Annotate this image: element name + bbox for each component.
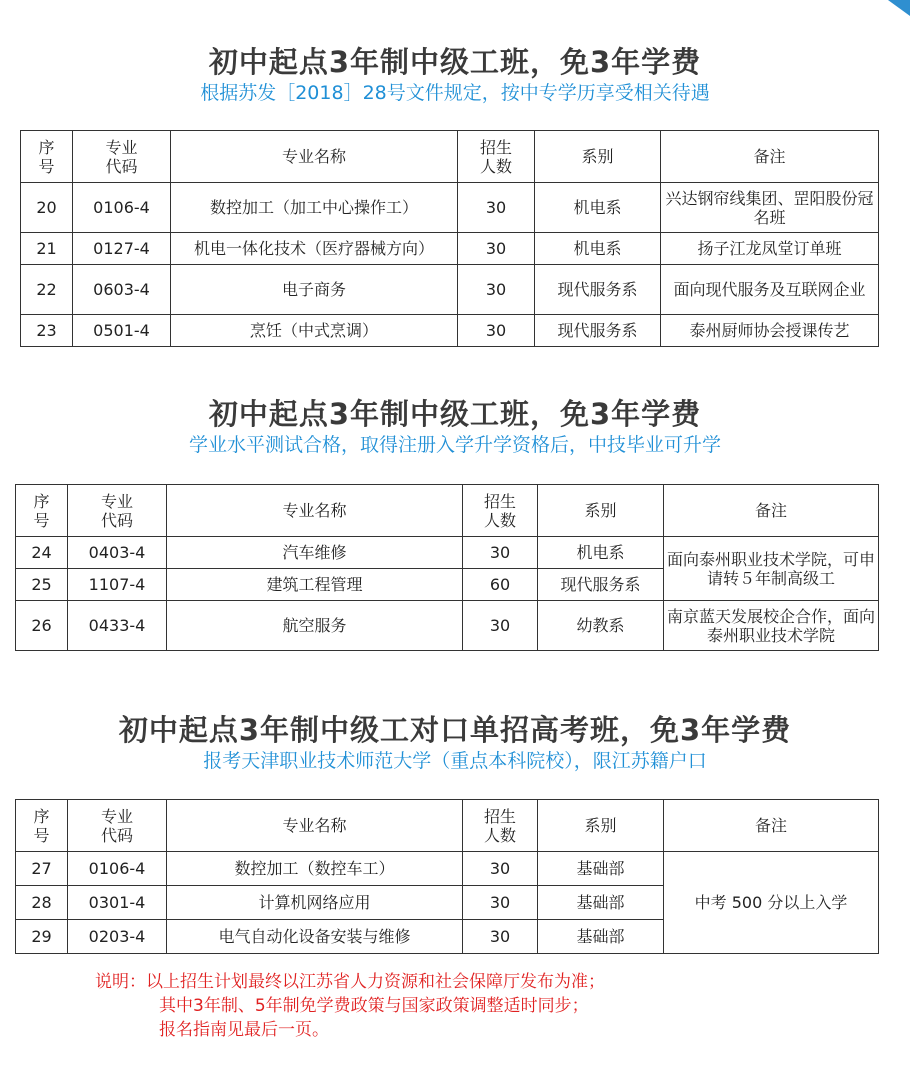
cell-no: 24	[16, 537, 68, 569]
col-header-name: 专业名称	[167, 800, 463, 852]
section-2-heading	[0, 396, 910, 458]
col-header-code: 专业 代码	[68, 800, 167, 852]
cell-dept: 基础部	[538, 852, 664, 886]
section-title: 初中起点3年制中级工班，免3年学费	[208, 397, 702, 431]
col-header-count: 招生 人数	[463, 485, 538, 537]
cell-code: 0403-4	[68, 537, 167, 569]
cell-count: 30	[458, 233, 535, 265]
footnote	[95, 970, 795, 1042]
cell-dept: 基础部	[538, 920, 664, 954]
cell-name: 汽车维修	[167, 537, 463, 569]
cell-dept: 机电系	[535, 233, 661, 265]
cell-no: 29	[16, 920, 68, 954]
cell-remark: 面向现代服务及互联网企业	[661, 265, 879, 315]
cell-remark: 南京蓝天发展校企合作，面向泰州职业技术学院	[664, 601, 879, 651]
cell-dept: 机电系	[538, 537, 664, 569]
col-header-no: 序 号	[21, 131, 73, 183]
table-header-row	[16, 485, 879, 537]
cell-dept: 幼教系	[538, 601, 664, 651]
cell-remark: 扬子江龙凤堂订单班	[661, 233, 879, 265]
cell-name: 机电一体化技术（医疗器械方向）	[171, 233, 458, 265]
footnote-line-2: 其中3年制、5年制免学费政策与国家政策调整适时同步；	[159, 996, 589, 1016]
table-row	[16, 537, 879, 569]
table-row	[16, 601, 879, 651]
cell-name: 烹饪（中式烹调）	[171, 315, 458, 347]
section-subtitle: 学业水平测试合格，取得注册入学升学资格后，中技毕业可升学	[188, 434, 721, 456]
table-header-row	[21, 131, 879, 183]
cell-code: 0106-4	[68, 852, 167, 886]
cell-name: 建筑工程管理	[167, 569, 463, 601]
cell-count: 60	[463, 569, 538, 601]
cell-code: 0203-4	[68, 920, 167, 954]
plan-table-2	[15, 484, 879, 651]
cell-name: 数控加工（数控车工）	[167, 852, 463, 886]
col-header-no: 序 号	[16, 485, 68, 537]
cell-name: 电气自动化设备安装与维修	[167, 920, 463, 954]
cell-dept: 基础部	[538, 886, 664, 920]
cell-no: 26	[16, 601, 68, 651]
cell-count: 30	[463, 601, 538, 651]
cell-name: 航空服务	[167, 601, 463, 651]
cell-count: 30	[463, 537, 538, 569]
cell-count: 30	[463, 852, 538, 886]
section-subtitle: 根据苏发［2018］28号文件规定，按中专学历享受相关待遇	[200, 82, 710, 104]
section-subtitle: 报考天津职业技术师范大学（重点本科院校），限江苏籍户口	[203, 750, 707, 772]
cell-code: 0433-4	[68, 601, 167, 651]
cell-code: 0501-4	[73, 315, 171, 347]
col-header-code: 专业 代码	[73, 131, 171, 183]
table-row	[21, 183, 879, 233]
col-header-code: 专业 代码	[68, 485, 167, 537]
cell-count: 30	[458, 315, 535, 347]
cell-no: 23	[21, 315, 73, 347]
cell-dept: 现代服务系	[538, 569, 664, 601]
section-title: 初中起点3年制中级工班，免3年学费	[208, 45, 702, 79]
cell-count: 30	[458, 265, 535, 315]
cell-dept: 机电系	[535, 183, 661, 233]
cell-no: 21	[21, 233, 73, 265]
cell-name: 电子商务	[171, 265, 458, 315]
footnote-line-1: 说明：以上招生计划最终以江苏省人力资源和社会保障厅发布为准；	[95, 972, 605, 992]
corner-accent	[888, 0, 910, 16]
col-header-dept: 系别	[538, 485, 664, 537]
cell-no: 22	[21, 265, 73, 315]
col-header-remark: 备注	[661, 131, 879, 183]
col-header-remark: 备注	[664, 800, 879, 852]
section-title: 初中起点3年制中级工对口单招高考班，免3年学费	[118, 713, 792, 747]
cell-dept: 现代服务系	[535, 315, 661, 347]
cell-code: 1107-4	[68, 569, 167, 601]
cell-no: 20	[21, 183, 73, 233]
section-3-heading	[0, 712, 910, 774]
col-header-remark: 备注	[664, 485, 879, 537]
col-header-dept: 系别	[538, 800, 664, 852]
cell-name: 计算机网络应用	[167, 886, 463, 920]
cell-dept: 现代服务系	[535, 265, 661, 315]
footnote-line-3: 报名指南见最后一页。	[159, 1020, 329, 1040]
cell-code: 0106-4	[73, 183, 171, 233]
cell-remark-merged: 中考 500 分以上入学	[664, 852, 879, 954]
cell-remark: 兴达钢帘线集团、罡阳股份冠名班	[661, 183, 879, 233]
col-header-dept: 系别	[535, 131, 661, 183]
cell-code: 0603-4	[73, 265, 171, 315]
col-header-name: 专业名称	[167, 485, 463, 537]
section-1-heading	[0, 44, 910, 106]
cell-code: 0301-4	[68, 886, 167, 920]
cell-no: 25	[16, 569, 68, 601]
cell-no: 27	[16, 852, 68, 886]
cell-name: 数控加工（加工中心操作工）	[171, 183, 458, 233]
cell-code: 0127-4	[73, 233, 171, 265]
cell-count: 30	[463, 920, 538, 954]
plan-table-3	[15, 799, 879, 954]
col-header-name: 专业名称	[171, 131, 458, 183]
table-row	[21, 265, 879, 315]
cell-count: 30	[463, 886, 538, 920]
table-row	[21, 315, 879, 347]
cell-remark-merged: 面向泰州职业技术学院，可申请转５年制高级工	[664, 537, 879, 601]
cell-count: 30	[458, 183, 535, 233]
table-row	[16, 852, 879, 886]
col-header-count: 招生 人数	[463, 800, 538, 852]
cell-no: 28	[16, 886, 68, 920]
col-header-no: 序 号	[16, 800, 68, 852]
table-header-row	[16, 800, 879, 852]
cell-remark: 泰州厨师协会授课传艺	[661, 315, 879, 347]
plan-table-1	[20, 130, 879, 347]
col-header-count: 招生 人数	[458, 131, 535, 183]
table-row	[21, 233, 879, 265]
